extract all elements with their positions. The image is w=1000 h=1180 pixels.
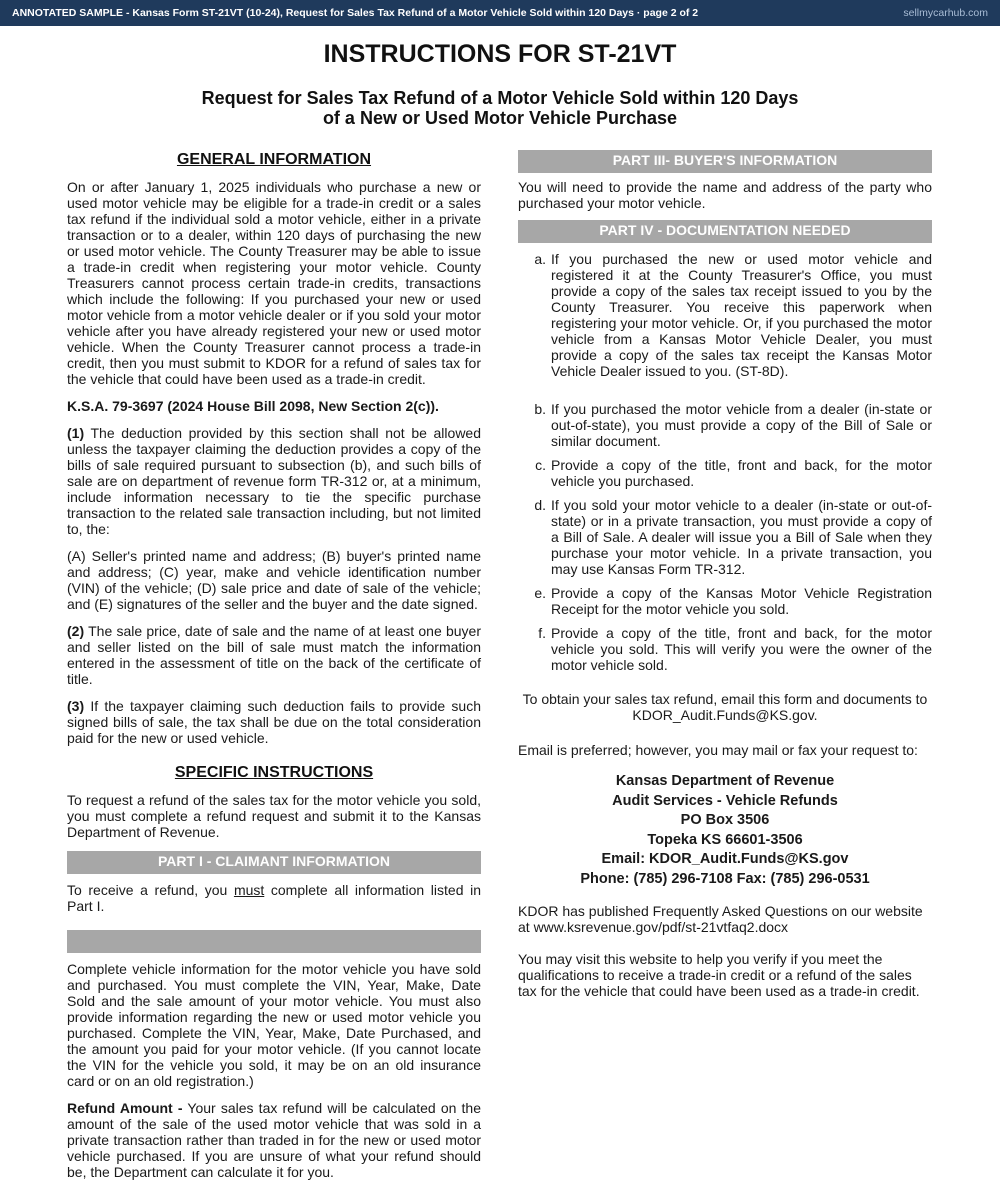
must-emphasis: must bbox=[233, 882, 265, 898]
refund-amount-text: Refund Amount - Your sales tax refund will be calculated on the amount of the sale of the used motor vehicle that was sold in a private transaction rather than traded in for the new or used motor vehicle purchased. If you are unsure of what your refund should be, the Department can calculate it for you. bbox=[67, 1100, 482, 1180]
page-title: INSTRUCTIONS FOR ST-21VT bbox=[323, 40, 677, 68]
part-1-header: PART I - CLAIMANT INFORMATION bbox=[67, 851, 481, 874]
paragraph-text: The sale price, date of sale and the name of at least one buyer and seller listed on the bill of sale must match the information entered in the assessment of title on the back of the certificate of title. bbox=[67, 623, 481, 687]
part-1-text: To receive a refund, you must complete all information listed in Part I. bbox=[67, 882, 481, 914]
address-line: Audit Services - Vehicle Refunds bbox=[612, 792, 838, 809]
general-information-text: On or after January 1, 2025 individuals who purchase a new or used motor vehicle may be eligible for a trade-in credit or a sales tax refund if the individual sold a motor vehicle, either in a private transaction or to a dealer, within 120 days of purchasing the new or used motor vehicle. The County Treasurer may be able to issue a trade-in credit when registering your motor vehicle. County Treasurers cannot process certain trade-in credits, transactions which include the following: If you purchased your new or used motor vehicle from a motor vehicle dealer or if you sold your motor vehicle after you have already registered your new or used motor vehicle. When the County Treasurer cannot process a trade-in credit, then you must submit to KDOR for a refund of sales tax for the vehicle that could have been used as a trade-in credit. bbox=[67, 179, 481, 387]
email-instructions-line-1: To obtain your sales tax refund, email this form and documents to bbox=[522, 691, 928, 707]
annotation-banner bbox=[0, 0, 1000, 26]
address-line: Phone: (785) 296-7108 Fax: (785) 296-0531 bbox=[580, 870, 870, 887]
part-2-text: Complete vehicle information for the motor vehicle you have sold and purchased. You must complete the VIN, Year, Make, Date Sold and the sale amount of your motor vehicle. You must also provide information regarding the new or used motor vehicle you purchased. Complete the VIN, Year, Make, Date Purchased, and the amount you paid for your motor vehicle. (If you cannot locate the VIN for the vehicle you sold, it may be on an old insurance card or on an old registration.) bbox=[67, 961, 481, 1089]
list-item: f. Provide a copy of the title, front and back, for the motor vehicle you sold. This will verify you were the owner of the motor vehicle sold. bbox=[538, 625, 932, 673]
list-item: c. Provide a copy of the title, front and back, for the motor vehicle you purchased. bbox=[535, 457, 932, 489]
statute-paragraph-1-items: (A) Seller's printed name and address; (B) buyer's printed name and address; (C) year, make and vehicle identification number (VIN) of the vehicle; (D) sale price and date of sale of the vehicle; and (E) signatures of the seller and the buyer and the date signed. bbox=[67, 548, 481, 612]
paragraph-text: If the taxpayer claiming such deduction fails to provide such signed bills of sale, the tax shall be due on the total consideration paid for the new or used vehicle. bbox=[67, 698, 481, 746]
list-item: b. If you purchased the motor vehicle from a dealer (in-state or out-of-state), you must provide a copy of the Bill of Sale or similar document. bbox=[534, 401, 932, 449]
banner-site: sellmycarhub.com bbox=[903, 7, 988, 19]
list-item: d. If you sold your motor vehicle to a dealer (in-state or out-of-state) or in a private transaction, you must provide a copy of a Bill of Sale. A dealer will issue you a Bill of Sale when they purchase your motor vehicle. In a private transaction, you may use Kansas Form TR-312. bbox=[534, 497, 932, 577]
mailing-address-block bbox=[518, 772, 932, 889]
verify-text: You may visit this website to help you verify if you meet the qualifications to receive a trade-in credit or a refund of the sales tax for the vehicle that could have been used as a trade-in credit. bbox=[518, 951, 920, 999]
email-address-text: KDOR_Audit.Funds@KS.gov. bbox=[632, 707, 818, 723]
documentation-list bbox=[518, 251, 932, 673]
paragraph-number: (2) bbox=[67, 623, 85, 639]
address-line: PO Box 3506 bbox=[680, 812, 770, 828]
paragraph-number: (3) bbox=[67, 698, 85, 714]
left-column bbox=[67, 152, 481, 1180]
statute-paragraph-2 bbox=[67, 623, 481, 687]
faq-text: KDOR has published Frequently Asked Questions on our website at www.ksrevenue.gov/pdf/st-21vtfaq2.docx bbox=[518, 903, 923, 935]
paragraph-number: (1) bbox=[67, 425, 85, 441]
statute-heading: K.S.A. 79-3697 (2024 House Bill 2098, New Section 2(c)). bbox=[67, 398, 439, 414]
subtitle-line-1: Request for Sales Tax Refund of a Motor Vehicle Sold within 120 Days bbox=[201, 88, 799, 108]
paragraph-text: The deduction provided by this section shall not be allowed unless the taxpayer claiming the deduction provides a copy of the bills of sale required pursuant to subsection (b), and such bills of sale are on department of revenue form TR-312 or, at a minimum, include information necessary to tie the specific purchase transaction to the related sale transaction including, but not limited to, the: bbox=[67, 425, 481, 537]
email-instructions bbox=[518, 691, 932, 723]
address-line: Email: KDOR_Audit.Funds@KS.gov bbox=[601, 851, 849, 867]
part-3-text: You will need to provide the name and address of the party who purchased your motor vehicle. bbox=[518, 179, 932, 211]
part-3-header: PART III- BUYER'S INFORMATION bbox=[518, 150, 932, 173]
specific-instructions-text: To request a refund of the sales tax for the motor vehicle you sold, you must complete a refund request and submit it to the Kansas Department of Revenue. bbox=[67, 792, 481, 840]
list-item: a. If you purchased the new or used motor vehicle and registered it at the County Treasurer's Office, you must provide a copy of the sales tax receipt issued to you by the County Treasurer. You receive this paperwork when registering your motor vehicle. Or, if you purchased the motor vehicle from a Kansas Motor Vehicle Dealer, you must provide a copy of the sales tax receipt the Kansas Motor Vehicle Dealer issued to you. (ST-8D). bbox=[534, 251, 932, 379]
right-column bbox=[518, 150, 932, 999]
banner-caption: ANNOTATED SAMPLE - Kansas Form ST-21VT (10-24), Request for Sales Tax Refund of a Motor Vehicle Sold within 120 Days · page 2 of 2 bbox=[12, 7, 699, 19]
list-item: e. Provide a copy of the Kansas Motor Vehicle Registration Receipt for the motor vehicle you sold. bbox=[534, 585, 932, 617]
refund-amount-label: Refund Amount - bbox=[67, 1100, 183, 1116]
subtitle-line-2: of a New or Used Motor Vehicle Purchase bbox=[322, 108, 678, 128]
statute-paragraph-3 bbox=[67, 698, 481, 746]
address-line: Kansas Department of Revenue bbox=[615, 773, 835, 789]
specific-instructions-heading: SPECIFIC INSTRUCTIONS bbox=[174, 764, 374, 781]
statute-paragraph-1 bbox=[67, 425, 481, 537]
part-2-header bbox=[67, 930, 481, 953]
mail-instructions: Email is preferred; however, you may mail or fax your request to: bbox=[518, 742, 918, 758]
general-information-heading: GENERAL INFORMATION bbox=[176, 151, 372, 168]
address-line: Topeka KS 66601-3506 bbox=[647, 831, 803, 848]
page-subtitle bbox=[0, 88, 1000, 128]
document-page bbox=[0, 26, 1000, 1180]
part-4-header: PART IV - DOCUMENTATION NEEDED bbox=[518, 220, 932, 243]
